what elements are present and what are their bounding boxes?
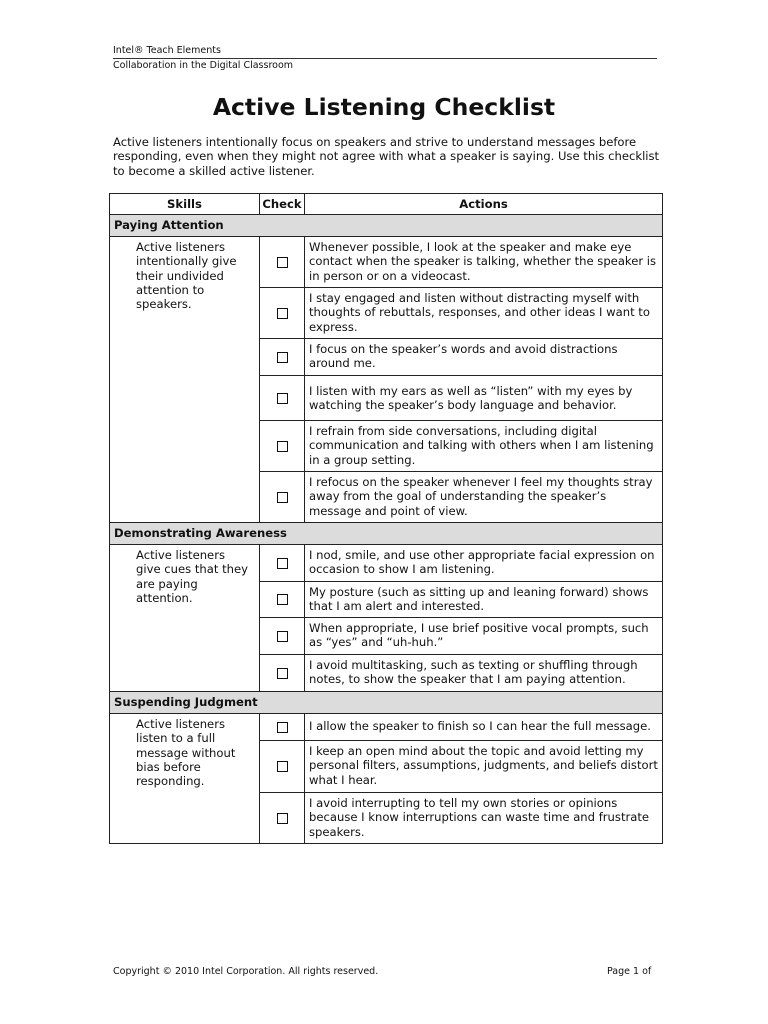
page-title: Active Listening Checklist <box>212 93 556 121</box>
skills-header: Skills <box>110 194 260 215</box>
page-header <box>113 45 657 72</box>
table-row <box>110 237 663 288</box>
check-cell[interactable] <box>260 237 305 288</box>
skill-description: Active listeners listen to a full message without bias before responding. <box>110 714 260 844</box>
checklist-table <box>109 193 663 844</box>
action-text: I focus on the speaker’s words and avoid distractions around me. <box>305 339 663 376</box>
checkbox-icon[interactable] <box>277 813 288 824</box>
check-cell[interactable] <box>260 288 305 339</box>
checkbox-icon[interactable] <box>277 257 288 268</box>
checkbox-icon[interactable] <box>277 594 288 605</box>
action-text: Whenever possible, I look at the speaker and make eye contact when the speaker is talking, whether the speaker is in person or on a videocast. <box>305 237 663 288</box>
action-text: I listen with my ears as well as “listen” with my eyes by watching the speaker’s body language and behavior. <box>305 376 663 421</box>
check-cell[interactable] <box>260 793 305 844</box>
footer-page-number: Page 1 of <box>607 966 652 977</box>
checkbox-icon[interactable] <box>277 393 288 404</box>
check-cell[interactable] <box>260 376 305 421</box>
header-rule <box>113 58 657 59</box>
action-text: I refocus on the speaker whenever I feel my thoughts stray away from the goal of understanding the speaker’s message and point of view. <box>305 472 663 523</box>
checkbox-icon[interactable] <box>277 668 288 679</box>
action-text: I nod, smile, and use other appropriate facial expression on occasion to show I am listening. <box>305 545 663 582</box>
skill-description: Active listeners intentionally give their undivided attention to speakers. <box>110 237 260 523</box>
action-text: I avoid interrupting to tell my own stories or opinions because I know interruptions can waste time and frustrate speakers. <box>305 793 663 844</box>
check-cell[interactable] <box>260 655 305 692</box>
section-title: Paying Attention <box>110 215 663 237</box>
checkbox-icon[interactable] <box>277 631 288 642</box>
footer-copyright: Copyright © 2010 Intel Corporation. All rights reserved. <box>113 966 379 977</box>
check-header: Check <box>260 194 305 215</box>
checkbox-icon[interactable] <box>277 761 288 772</box>
check-cell[interactable] <box>260 472 305 523</box>
skill-description: Active listeners give cues that they are paying attention. <box>110 545 260 692</box>
checkbox-icon[interactable] <box>277 722 288 733</box>
check-cell[interactable] <box>260 714 305 741</box>
action-text: I stay engaged and listen without distracting myself with thoughts of rebuttals, responses, and other ideas I want to express. <box>305 288 663 339</box>
table-row <box>110 714 663 741</box>
check-cell[interactable] <box>260 618 305 655</box>
action-text: I allow the speaker to finish so I can hear the full message. <box>305 714 663 741</box>
checkbox-icon[interactable] <box>277 308 288 319</box>
table-header-row <box>110 194 663 215</box>
check-cell[interactable] <box>260 339 305 376</box>
action-text: I refrain from side conversations, including digital communication and talking with others when I am listening in a group setting. <box>305 421 663 472</box>
section-row-demonstrating-awareness <box>110 523 663 545</box>
table-row <box>110 545 663 582</box>
action-text: I keep an open mind about the topic and avoid letting my personal filters, assumptions, judgments, and beliefs distort what I hear. <box>305 741 663 793</box>
section-title: Suspending Judgment <box>110 692 663 714</box>
check-cell[interactable] <box>260 421 305 472</box>
action-text: When appropriate, I use brief positive vocal prompts, such as “yes” and “uh-huh.” <box>305 618 663 655</box>
check-cell[interactable] <box>260 582 305 618</box>
header-subtitle: Collaboration in the Digital Classroom <box>113 60 294 71</box>
section-row-suspending-judgment <box>110 692 663 714</box>
action-text: My posture (such as sitting up and leaning forward) shows that I am alert and interested. <box>305 582 663 618</box>
checkbox-icon[interactable] <box>277 558 288 569</box>
actions-header: Actions <box>305 194 663 215</box>
header-brand: Intel® Teach Elements <box>113 45 221 56</box>
check-cell[interactable] <box>260 741 305 793</box>
section-row-paying-attention <box>110 215 663 237</box>
intro-paragraph: Active listeners intentionally focus on speakers and strive to understand messages before responding, even when they might not agree with what a speaker is saying. Use this checklist to become a skilled active listener. <box>113 135 660 178</box>
checkbox-icon[interactable] <box>277 352 288 363</box>
action-text: I avoid multitasking, such as texting or shuffling through notes, to show the speaker that I am paying attention. <box>305 655 663 692</box>
check-cell[interactable] <box>260 545 305 582</box>
section-title: Demonstrating Awareness <box>110 523 663 545</box>
checkbox-icon[interactable] <box>277 441 288 452</box>
checkbox-icon[interactable] <box>277 492 288 503</box>
